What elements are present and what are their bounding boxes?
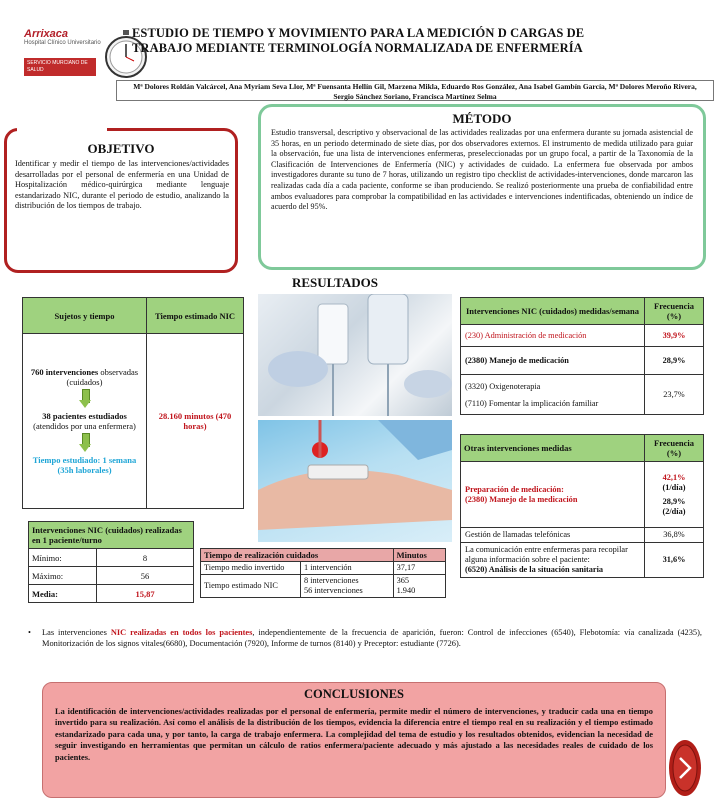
metodo-text: Estudio transversal, descriptivo y observacional de las actividades realizadas por una enfermera durante su jornada asistencial de 35 horas, en un periodo determinado de siete días, por dos observadores externos. El instrumento de medida utilizado para guiar la observación, fue una lista de intervenciones enfermeras, preseleccionadas por un grupo focal, a partir de la Taxonomía de la Clasificación de Intervenciones de Enfermería (NIC) y actividades de cuidado. La enfermera fue observada por ambos investigadores durante su tuno de 7 horas, utilizando un registro tipo checklist de actividades-intervenciones, donde marcaron las realizadas cada día a cada paciente, conforme se iban produciendo. Se realizó posteriormente una prueba de confiabilidad entre ambos evaluadores para comprobar la compatibilidad en las actividades e intervenciones indentificadas, obteniendo un índice de acuerdo del 95%. [271,128,693,212]
tiempo-cuidados-table [200,548,446,598]
authors-box: Mª Dolores Roldán Valcárcel, Ana Myriam Seva Llor, Mª Fuensanta Hellín Gil, Marzena Mikla, Eduardo Ros González, Ana Isabel Gambín García, Mª Dolores Meroño Rivera, Sergio Sánchez Soriano, Francisca Martínez Selma [116,80,714,101]
table-row: Tiempo estimado NIC 8 intervenciones 56 intervenciones 365 1.940 [201,575,446,598]
objetivo-box [4,128,238,273]
cannula-photo [258,420,452,542]
table-row: (2380) Manejo de medicación 28,9% [461,347,704,375]
poster-title: ESTUDIO DE TIEMPO Y MOVIMIENTO PARA LA MEDICIÓN D CARGAS DE TRABAJO MEDIANTE TERMINOLOGÍA NORMALIZADA DE ENFERMERÍA [132,26,585,55]
table-row: (230) Administración de medicación 39,9% [461,325,704,347]
estimado-value: 28.160 minutos (470 horas) [147,334,244,509]
table-row: Media: 15,87 [29,585,194,603]
nic-semana-col-header: Intervenciones NIC (cuidados) medidas/semana [461,298,645,325]
objetivo-text: Identificar y medir el tiempo de las intervenciones/actividades desarrolladas por el personal de enfermería en una Unidad de Hospitalización médico-quirúrgica mediante lenguaje estandarizado NIC, durante el periodo de estudio, analizando la distribución de los tiempos de trabajo. [15,159,229,211]
objetivo-title: OBJETIVO [87,141,155,156]
conclusiones-box [42,682,666,798]
sujetos-table [22,297,244,509]
estimado-col-header: Tiempo estimado NIC [147,298,244,334]
next-arrow-button[interactable] [668,738,702,798]
conclusiones-text: La identificación de intervenciones/actividades realizadas por el personal de enfermería, permite medir el número de intervenciones, y traducir cada una en tiempo invertido para su realización. Así como el análisis de la distribución de los tiempos, evidencia la diferencia entre el tiempo real en su realización y el tiempo estimado estandarizado para cada una, y por tanto, la carga de trabajo enfermera. La complejidad del tema de estudio y los resultados obtenidos, evidencian la necesidad de seguir investigando en herramientas que permitan un cálculo de ratios enfermera/paciente adecuado y más ajustado a las necesidades reales de cuidado de los pacientes. [55,707,653,762]
nic-semana-table [460,297,704,415]
table-row: (3320) Oxigenoterapia (7110) Fomentar la implicación familiar 23,7% [461,375,704,415]
table-row: Gestión de llamadas telefónicas 36,8% [461,528,704,543]
conclusiones-title: CONCLUSIONES [303,687,405,701]
metodo-title: MÉTODO [452,111,512,126]
otras-intervenciones-table [460,434,704,578]
arrow-down-icon [79,389,91,409]
metodo-box [258,104,706,270]
arrow-down-icon [79,433,91,453]
otras-col-header: Otras intervenciones medidas [461,435,645,462]
sujetos-col-header: Sujetos y tiempo [23,298,147,334]
minutos-col-header: Minutos [393,549,445,562]
table-row: Tiempo medio invertido 1 intervención 37,17 [201,562,446,575]
arrixaca-logo: Arrixaca Hospital Clínico Universitario [24,28,101,46]
frecuencia-col-header: Frecuencia (%) [645,435,704,462]
table-row: Preparación de medicación: (2380) Manejo de la medicación 42,1% (1/día) 28,9% (2/día) [461,462,704,528]
nic-todos-pacientes-note: • Las intervenciones NIC realizadas en todos los pacientes, independientemente de la frecuencia de aparición, fueron: Control de infecciones (6540), Flebotomía: vía canalizada (4235), Monitorización de los signos vitales(6680), Documentación (7920), Informe de turnos (8140) y Preceptor: estudiante (7726). [28,628,702,648]
nic-paciente-table [28,521,194,603]
tiempo-col-header: Tiempo de realización cuidados [201,549,394,562]
iv-drip-photo [258,294,452,416]
table-row: Máximo: 56 [29,567,194,585]
frecuencia-col-header: Frecuencia (%) [645,298,704,325]
table-row: La comunicación entre enfermeras para recopilar alguna información sobre el paciente: (6520) Análisis de la situación sanitaria 31,6% [461,543,704,578]
sujetos-cell: 760 intervenciones observadas (cuidados) 38 pacientes estudiados (atendidos por una enfermera) Tiempo estudiado: 1 semana (35h laborales) [23,334,147,509]
nic-paciente-header: Intervenciones NIC (cuidados) realizadas en 1 paciente/turno [29,522,194,549]
table-row: Mínimo: 8 [29,549,194,567]
sms-logo: SERVICIO MURCIANO DE SALUD [24,58,96,76]
resultados-title: RESULTADOS [292,275,378,290]
